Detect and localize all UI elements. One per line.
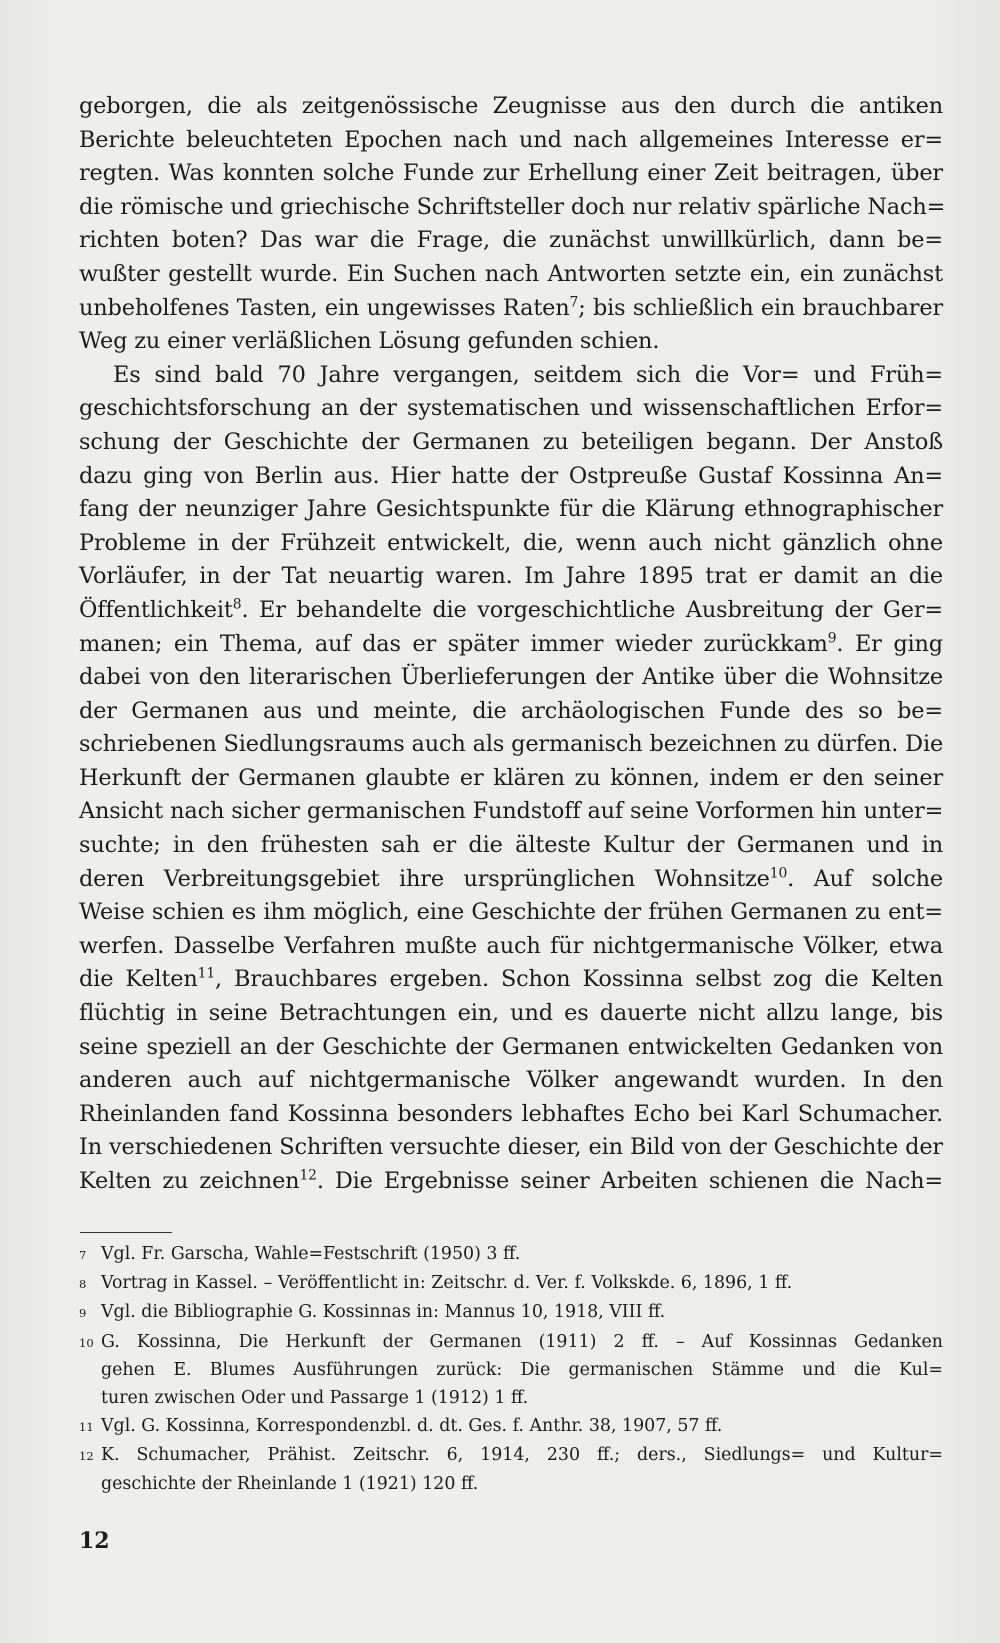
footnote-line: turen zwischen Oder und Passarge 1 (1912) 1 ff. [101,1388,529,1409]
text-segment: . Er behandelte die vorgeschichtliche Ausbreitung der Ger= [241,596,943,623]
text-line: seine speziell an der Geschichte der Germanen entwickelten Gedanken von [79,1033,943,1060]
text-line: die römische und griechische Schriftsteller doch nur relativ spärliche Nach= [79,193,946,220]
text-segment: manen; ein Thema, auf das er später immer wieder zurückkam [79,630,828,657]
footnote-text [101,1412,943,1441]
footnote [79,1240,943,1269]
text-line: Herkunft der Germanen glaubte er klären zu können, indem er den seiner [79,764,943,791]
footnote-text [101,1298,943,1327]
text-segment: unbeholfenes Tasten, ein ungewisses Raten [79,294,570,321]
footnote [79,1269,943,1298]
footnote-ref: 10 [769,865,788,882]
text-segment: Öffentlichkeit [79,596,233,623]
text-line: Weise schien es ihm möglich, eine Geschichte der frühen Germanen zu ent= [79,899,943,926]
footnote-ref: 8 [232,596,242,613]
footnote-text [101,1328,943,1413]
text-line [79,594,943,628]
text-line: Weg zu einer verläßlichen Lösung gefunden schien. [79,328,660,355]
footnote-line: Vgl. Fr. Garscha, Wahle=Festschrift (1950) 3 ff. [101,1244,521,1264]
body-text [79,90,946,1199]
text-segment: die Kelten [79,966,198,993]
text-line: richten boten? Das war die Frage, die zunächst unwillkürlich, dann be= [79,227,943,254]
text-line: In verschiedenen Schriften versuchte dieser, ein Bild von der Geschichte der [79,1134,943,1161]
text-line: anderen auch auf nichtgermanische Völker angewandt wurden. In den [79,1067,943,1094]
text-line: Ansicht nach sicher germanischen Fundstoff auf seine Vorformen hin unter= [79,798,944,825]
text-line: Rheinlanden fand Kossinna besonders lebhaftes Echo bei Karl Schumacher. [79,1100,943,1127]
text-line: suchte; in den frühesten sah er die älteste Kultur der Germanen und in [79,832,943,859]
footnote-divider [80,1232,172,1233]
text-line: Probleme in der Frühzeit entwickelt, die, wenn auch nicht gänzlich ohne [79,529,943,556]
footnote-number: 7 [79,1248,87,1262]
footnote-text [101,1441,943,1497]
text-line: wußter gestellt wurde. Ein Suchen nach Antworten setzte ein, ein zunächst [79,260,943,287]
text-line: schung der Geschichte der Germanen zu beteiligen begann. Der Anstoß [79,428,943,455]
page-number: 12 [79,1528,110,1554]
footnote-number: 9 [79,1306,87,1321]
footnote-ref: 7 [569,294,579,311]
text-line [79,963,943,997]
text-line: geborgen, die als zeitgenössische Zeugnisse aus den durch die antiken [79,93,943,119]
footnote-text [101,1269,943,1298]
footnote-number: 8 [79,1277,87,1292]
footnotes [79,1240,943,1498]
text-segment: , Brauchbares ergeben. Schon Kossinna selbst zog die Kelten [215,966,943,993]
text-line: Berichte beleuchteten Epochen nach und nach allgemeines Interesse er= [79,126,943,153]
text-line: der Germanen aus und meinte, die archäologischen Funde des so be= [79,697,943,724]
text-segment: . Auf solche [787,865,943,892]
text-segment: . Die Ergebnisse seiner Arbeiten schienen die Nach= [316,1168,943,1194]
text-line: flüchtig in seine Betrachtungen ein, und es dauerte nicht allzu lange, bis [79,1000,943,1027]
text-segment: Kelten zu zeichnen [79,1168,300,1194]
footnote-line: G. Kossinna, Die Herkunft der Germanen (1911) 2 ff. – Auf Kossinnas Gedanken [101,1331,943,1352]
footnote-line: K. Schumacher, Prähist. Zeitschr. 6, 1914, 230 ff.; ders., Siedlungs= und Kultur= [101,1445,943,1466]
footnote-ref: 11 [197,965,216,982]
text-segment: . Er ging [836,630,943,657]
text-line: geschichtsforschung an der systematischen und wissenschaftlichen Erfor= [79,395,943,422]
text-line: Es sind bald 70 Jahre vergangen, seitdem sich die Vor= und Früh= [113,361,943,388]
text-segment: ; bis schließlich ein brauchbarer [578,294,943,321]
text-line [79,628,943,662]
footnote-line: geschichte der Rheinlande 1 (1921) 120 ff. [101,1473,479,1494]
footnote-line: Vortrag in Kassel. – Veröffentlicht in: Zeitschr. d. Ver. f. Volkskde. 6, 1896, 1 ff. [101,1273,793,1294]
footnote [79,1441,943,1497]
text-segment: deren Verbreitungsgebiet ihre ursprünglichen Wohnsitze [79,865,770,892]
text-line [79,1165,943,1199]
footnote-ref: 12 [299,1167,317,1184]
text-line [79,863,943,897]
footnote-ref: 9 [827,630,837,647]
footnote-line: Vgl. G. Kossinna, Korrespondenzbl. d. dt. Ges. f. Anthr. 38, 1907, 57 ff. [101,1416,723,1437]
text-line [79,292,943,326]
footnote-number: 12 [79,1449,94,1464]
footnote-number: 11 [79,1420,94,1435]
text-line: dabei von den literarischen Überlieferungen der Antike über die Wohnsitze [79,664,943,691]
footnote [79,1298,943,1327]
text-line: fang der neunziger Jahre Gesichtspunkte für die Klärung ethnographischer [79,496,943,523]
footnote-line: gehen E. Blumes Ausführungen zurück: Die germanischen Stämme und die Kul= [101,1359,943,1380]
footnote-line: Vgl. die Bibliographie G. Kossinnas in: Mannus 10, 1918, VIII ff. [101,1302,666,1323]
footnote-text [101,1240,943,1269]
text-line: Vorläufer, in der Tat neuartig waren. Im Jahre 1895 trat er damit an die [79,563,943,590]
footnote [79,1412,943,1441]
footnote [79,1328,943,1413]
footnote-number: 10 [79,1335,94,1350]
text-line: dazu ging von Berlin aus. Hier hatte der Ostpreuße Gustaf Kossinna An= [79,462,943,489]
text-line: schriebenen Siedlungsraums auch als germanisch bezeichnen zu dürfen. Die [79,731,944,758]
text-line: regten. Was konnten solche Funde zur Erhellung einer Zeit beitragen, über [79,160,943,187]
text-line: werfen. Dasselbe Verfahren mußte auch für nichtgermanische Völker, etwa [79,932,943,959]
